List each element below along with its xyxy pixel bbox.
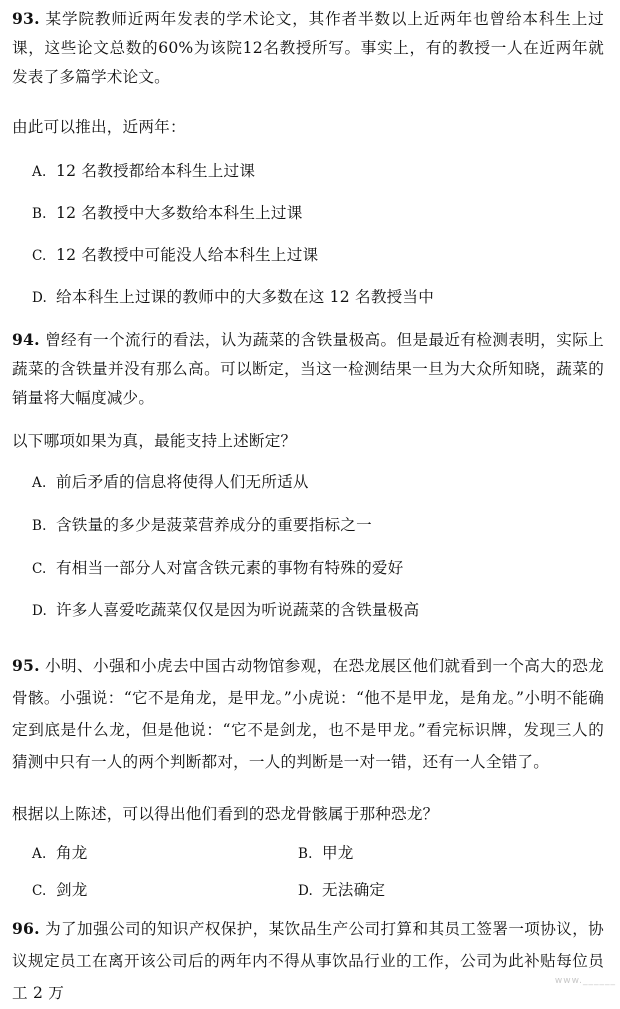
q94-option-d: [32, 600, 419, 621]
q94-option-a-letter: A.: [32, 475, 47, 491]
q95-option-c: [32, 880, 88, 901]
q93-option-d: [32, 287, 434, 308]
watermark: www.______: [554, 976, 616, 986]
q95-option-a: [32, 843, 88, 864]
q95-option-c-text: 剑龙: [56, 881, 88, 899]
q94-question: 以下哪项如果为真，最能支持上述断定？: [12, 432, 297, 450]
q93-option-d-letter: D.: [32, 290, 48, 306]
q95-option-b-text: 甲龙: [322, 844, 354, 862]
q93-option-c-letter: C.: [32, 248, 47, 264]
q94-stem-text: 曾经有一个流行的看法，认为蔬菜的含铁量极高。但是最近有检测表明，实际上蔬菜的含铁量并没有那么高。可以断定，当这一检测结果一旦为大众所知晓，蔬菜的销量将大幅度减少。: [12, 331, 604, 407]
q95-option-b-letter: B.: [298, 846, 313, 862]
q96-stem: [12, 913, 604, 1009]
q93-option-a-letter: A.: [32, 164, 47, 180]
q93-option-d-text: 给本科生上过课的教师中的大多数在这 12 名教授当中: [56, 288, 435, 306]
q93-option-c: [32, 245, 318, 266]
q94-option-c: [32, 558, 403, 579]
q94-option-d-letter: D.: [32, 603, 48, 619]
q95-number: 95.: [12, 656, 40, 675]
q94-option-c-text: 有相当一部分人对富含铁元素的事物有特殊的爱好: [56, 559, 404, 577]
q93-question: 由此可以推出，近两年：: [12, 118, 186, 136]
q94-stem: [12, 325, 604, 413]
q94-option-b-letter: B.: [32, 518, 47, 534]
q93-option-b: [32, 203, 303, 224]
q95-option-a-letter: A.: [32, 846, 47, 862]
q94-option-b: [32, 515, 372, 536]
q95-question: 根据以上陈述，可以得出他们看到的恐龙骨骸属于那种恐龙？: [12, 805, 439, 823]
q93-option-c-text: 12 名教授中可能没人给本科生上过课: [56, 246, 319, 264]
q95-stem-text: 小明、小强和小虎去中国古动物馆参观，在恐龙展区他们就看到一个高大的恐龙骨骸。小强说：“它不是角龙，是甲龙。”小虎说：“他不是甲龙，是角龙。”小明不能确定到底是什么龙，但是他说：“它不是剑龙，也不是甲龙。”看完标识牌，发现三人的猜测中只有一人的两个判断都对，一人的判断是一对一错，还有一人全错了。: [12, 657, 604, 771]
q94-option-c-letter: C.: [32, 561, 47, 577]
q95-option-d-letter: D.: [298, 883, 314, 899]
q95-option-d-text: 无法确定: [322, 881, 386, 899]
q93-number: 93.: [12, 9, 40, 28]
q93-option-b-letter: B.: [32, 206, 47, 222]
q95-option-a-text: 角龙: [56, 844, 88, 862]
q93-stem-text: 某学院教师近两年发表的学术论文，其作者半数以上近两年也曾给本科生上过课，这些论文总数的60%为该院12名教授所写。事实上，有的教授一人在近两年就发表了多篇学术论文。: [12, 10, 604, 86]
q96-number: 96.: [12, 919, 40, 938]
q96-stem-text: 为了加强公司的知识产权保护，某饮品生产公司打算和其员工签署一项协议，协议规定员工在离开该公司后的两年内不得从事饮品行业的工作，公司为此补贴每位员工 2 万: [12, 920, 604, 1002]
q95-stem: [12, 650, 604, 778]
q94-option-a-text: 前后矛盾的信息将使得人们无所适从: [56, 473, 309, 491]
q94-option-d-text: 许多人喜爱吃蔬菜仅仅是因为听说蔬菜的含铁量极高: [56, 601, 420, 619]
q95-option-b: [298, 843, 354, 864]
q93-option-a: [32, 161, 255, 182]
q93-option-a-text: 12 名教授都给本科生上过课: [56, 162, 256, 180]
q95-option-d: [298, 880, 385, 901]
q94-number: 94.: [12, 330, 40, 349]
q93-option-b-text: 12 名教授中大多数给本科生上过课: [56, 204, 303, 222]
q95-option-c-letter: C.: [32, 883, 47, 899]
q94-option-b-text: 含铁量的多少是菠菜营养成分的重要指标之一: [56, 516, 372, 534]
q94-option-a: [32, 472, 309, 493]
q93-stem: [12, 4, 604, 92]
